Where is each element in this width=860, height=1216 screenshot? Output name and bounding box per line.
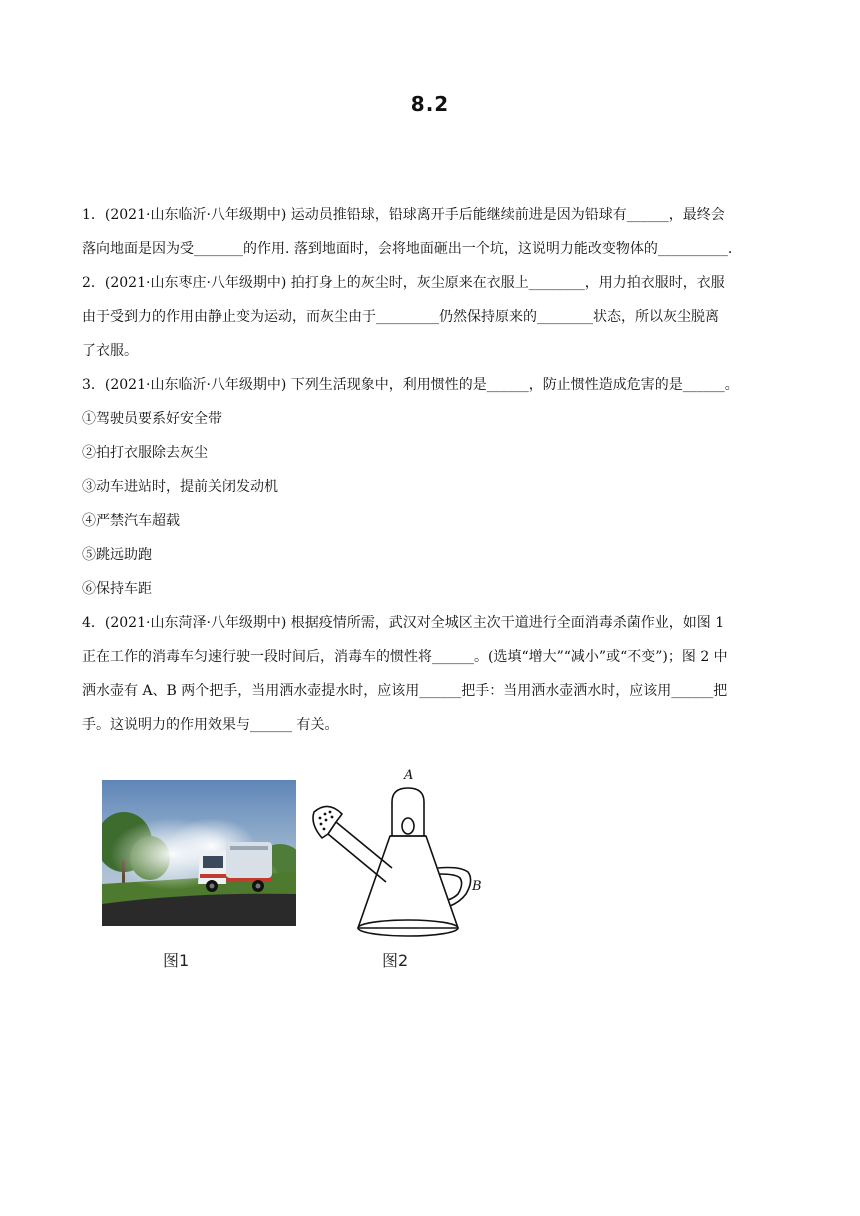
question-2-line-2: 由于受到力的作用由静止变为运动，而灰尘由于_________仍然保持原来的________状态，所以灰尘脱离: [82, 309, 719, 325]
figure-row: [100, 764, 540, 984]
question-4-line-2: 正在工作的消毒车匀速行驶一段时间后，消毒车的惯性将______。(选填“增大”“减小”或“不变”)；图 2 中: [82, 649, 728, 665]
page-title: 8.2: [410, 92, 450, 116]
figure-1-caption: 图1: [163, 951, 190, 970]
option-2: ②拍打衣服除去灰尘: [82, 445, 208, 461]
question-4-line-3: 洒水壶有 A、B 两个把手，当用洒水壶提水时，应该用______把手：当用洒水壶洒水时，应该用______把: [82, 683, 728, 699]
question-4-line-1: 4．(2021·山东菏泽·八年级期中) 根据疫情所需，武汉对全城区主次干道进行全面消毒杀菌作业，如图 1: [82, 615, 725, 631]
question-2-line-3: 了衣服。: [82, 343, 138, 359]
option-4: ④严禁汽车超载: [82, 513, 180, 529]
question-3-stem: 3．(2021·山东临沂·八年级期中) 下列生活现象中，利用惯性的是______，防止惯性造成危害的是______。: [82, 377, 739, 393]
watering-can-drawing: [306, 764, 492, 944]
option-5: ⑤跳远助跑: [82, 547, 152, 563]
option-3: ③动车进站时，提前关闭发动机: [82, 479, 278, 495]
question-1-line-1: 1．(2021·山东临沂·八年级期中) 运动员推铅球，铅球离开手后能继续前进是因为铅球有______，最终会: [82, 207, 725, 223]
question-list: [82, 198, 780, 742]
question-4-line-4: 手。这说明力的作用效果与______ 有关。: [82, 717, 339, 733]
label-a: A: [404, 768, 414, 783]
question-1-line-2: 落向地面是因为受_______的作用. 落到地面时，会将地面砸出一个坑，这说明力能改变物体的__________.: [82, 241, 733, 257]
figure-2-caption: 图2: [382, 951, 409, 970]
label-b: B: [472, 879, 482, 894]
question-2-line-1: 2．(2021·山东枣庄·八年级期中) 拍打身上的灰尘时，灰尘原来在衣服上________，用力拍衣服时，衣服: [82, 275, 725, 291]
disinfection-truck-photo: [102, 780, 296, 926]
option-1: ①驾驶员要系好安全带: [82, 411, 222, 427]
option-6: ⑥保持车距: [82, 581, 152, 597]
